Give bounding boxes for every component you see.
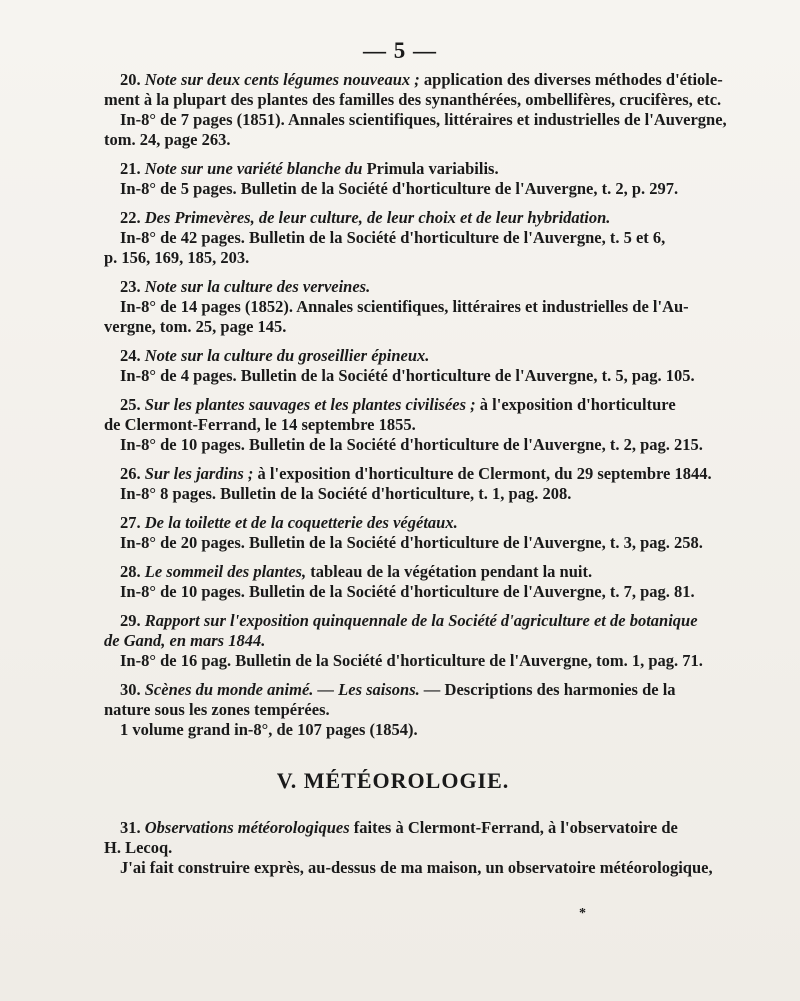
entry-title: De la toilette et de la coquetterie des végétaux.	[144, 513, 458, 532]
entry-publication: 1 volume grand in-8°, de 107 pages (1854).	[120, 720, 418, 739]
entry-number: 24.	[120, 346, 141, 365]
body-paragraph: J'ai fait construire exprès, au-dessus de ma maison, un observatoire météorologique,	[120, 858, 713, 877]
entry-text: Primula variabilis.	[362, 159, 499, 178]
entry-number: 23.	[120, 277, 141, 296]
entry-title: Note sur la culture des verveines.	[144, 277, 371, 296]
entry-publication: In-8° de 5 pages. Bulletin de la Société d'horticulture de l'Auvergne, t. 2, p. 297.	[120, 179, 679, 198]
entry-text: H. Lecoq.	[104, 838, 173, 857]
entry-title: Sur les jardins ;	[144, 464, 254, 483]
entry-title: Note sur une variété blanche du	[144, 159, 363, 178]
entry-text: de Clermont-Ferrand, le 14 septembre 1855.	[104, 415, 416, 434]
entry-title: Note sur deux cents légumes nouveaux ;	[144, 70, 420, 89]
entry-29	[104, 611, 703, 671]
entry-title: Note sur la culture du groseillier épineux.	[144, 346, 430, 365]
entry-publication: In-8° de 16 pag. Bulletin de la Société d'horticulture de l'Auvergne, tom. 1, pag. 71.	[120, 651, 703, 670]
entry-publication: tom. 24, page 263.	[104, 130, 231, 149]
entry-text: à l'exposition d'horticulture	[475, 395, 676, 414]
entry-publication: In-8° de 4 pages. Bulletin de la Société d'horticulture de l'Auvergne, t. 5, pag. 105.	[120, 366, 695, 385]
entry-publication: In-8° de 10 pages. Bulletin de la Société d'horticulture de l'Auvergne, t. 7, pag. 81.	[120, 582, 695, 601]
entry-number: 28.	[120, 562, 141, 581]
entry-text: Descriptions des harmonies de la	[440, 680, 676, 699]
entry-title: Observations météorologiques	[144, 818, 350, 837]
entry-title-continued: de Gand, en mars 1844.	[104, 631, 266, 650]
entry-publication: In-8° de 10 pages. Bulletin de la Société d'horticulture de l'Auvergne, t. 2, pag. 215.	[120, 435, 703, 454]
entry-text: tableau de la végétation pendant la nuit.	[306, 562, 593, 581]
entry-publication: In-8° de 42 pages. Bulletin de la Société d'horticulture de l'Auvergne, t. 5 et 6,	[120, 228, 666, 247]
entry-title: Le sommeil des plantes,	[144, 562, 307, 581]
entry-21	[104, 159, 682, 199]
entry-27	[104, 513, 703, 553]
entry-30	[104, 680, 682, 740]
entry-number: 29.	[120, 611, 141, 630]
entry-number: 26.	[120, 464, 141, 483]
entry-title: Scènes du monde animé. — Les saisons. —	[144, 680, 441, 699]
entry-text: application des diverses méthodes d'étiole-	[419, 70, 723, 89]
entry-text: à l'exposition d'horticulture de Clermont, du 29 septembre 1844.	[253, 464, 712, 483]
entry-number: 31.	[120, 818, 141, 837]
section-heading: V. MÉTÉOROLOGIE.	[276, 768, 510, 793]
entry-number: 27.	[120, 513, 141, 532]
entry-text: faites à Clermont-Ferrand, à l'observatoire de	[349, 818, 678, 837]
bibliography-list	[104, 70, 727, 887]
entry-number: 20.	[120, 70, 141, 89]
entry-text: nature sous les zones tempérées.	[104, 700, 330, 719]
entry-31	[104, 818, 713, 878]
entry-number: 22.	[120, 208, 141, 227]
entry-number: 21.	[120, 159, 141, 178]
entry-number: 25.	[120, 395, 141, 414]
entry-25	[104, 395, 703, 455]
entry-publication: p. 156, 169, 185, 203.	[104, 248, 250, 267]
entry-title: Sur les plantes sauvages et les plantes civilisées ;	[144, 395, 476, 414]
entry-text: ment à la plupart des plantes des familles des synanthérées, ombellifères, crucifères, etc.	[104, 90, 722, 109]
entry-23	[104, 277, 689, 337]
entry-title: Des Primevères, de leur culture, de leur choix et de leur hybridation.	[144, 208, 611, 227]
entry-title: Rapport sur l'exposition quinquennale de la Société d'agriculture et de botanique	[144, 611, 698, 630]
footnote-mark: *	[579, 906, 586, 921]
entry-28	[104, 562, 695, 602]
page-number: — 5 —	[363, 38, 437, 63]
entry-publication: In-8° de 14 pages (1852). Annales scientifiques, littéraires et industrielles de l'Au-	[120, 297, 689, 316]
entry-publication: In-8° de 7 pages (1851). Annales scientifiques, littéraires et industrielles de l'Auvergne,	[120, 110, 727, 129]
entry-22	[104, 208, 682, 268]
entry-24	[104, 346, 695, 386]
entry-number: 30.	[120, 680, 141, 699]
entry-20	[104, 70, 727, 150]
entry-publication: In-8° de 20 pages. Bulletin de la Société d'horticulture de l'Auvergne, t. 3, pag. 258.	[120, 533, 703, 552]
entry-publication: In-8° 8 pages. Bulletin de la Société d'horticulture, t. 1, pag. 208.	[120, 484, 572, 503]
entry-26	[104, 464, 712, 504]
entry-publication: vergne, tom. 25, page 145.	[104, 317, 287, 336]
